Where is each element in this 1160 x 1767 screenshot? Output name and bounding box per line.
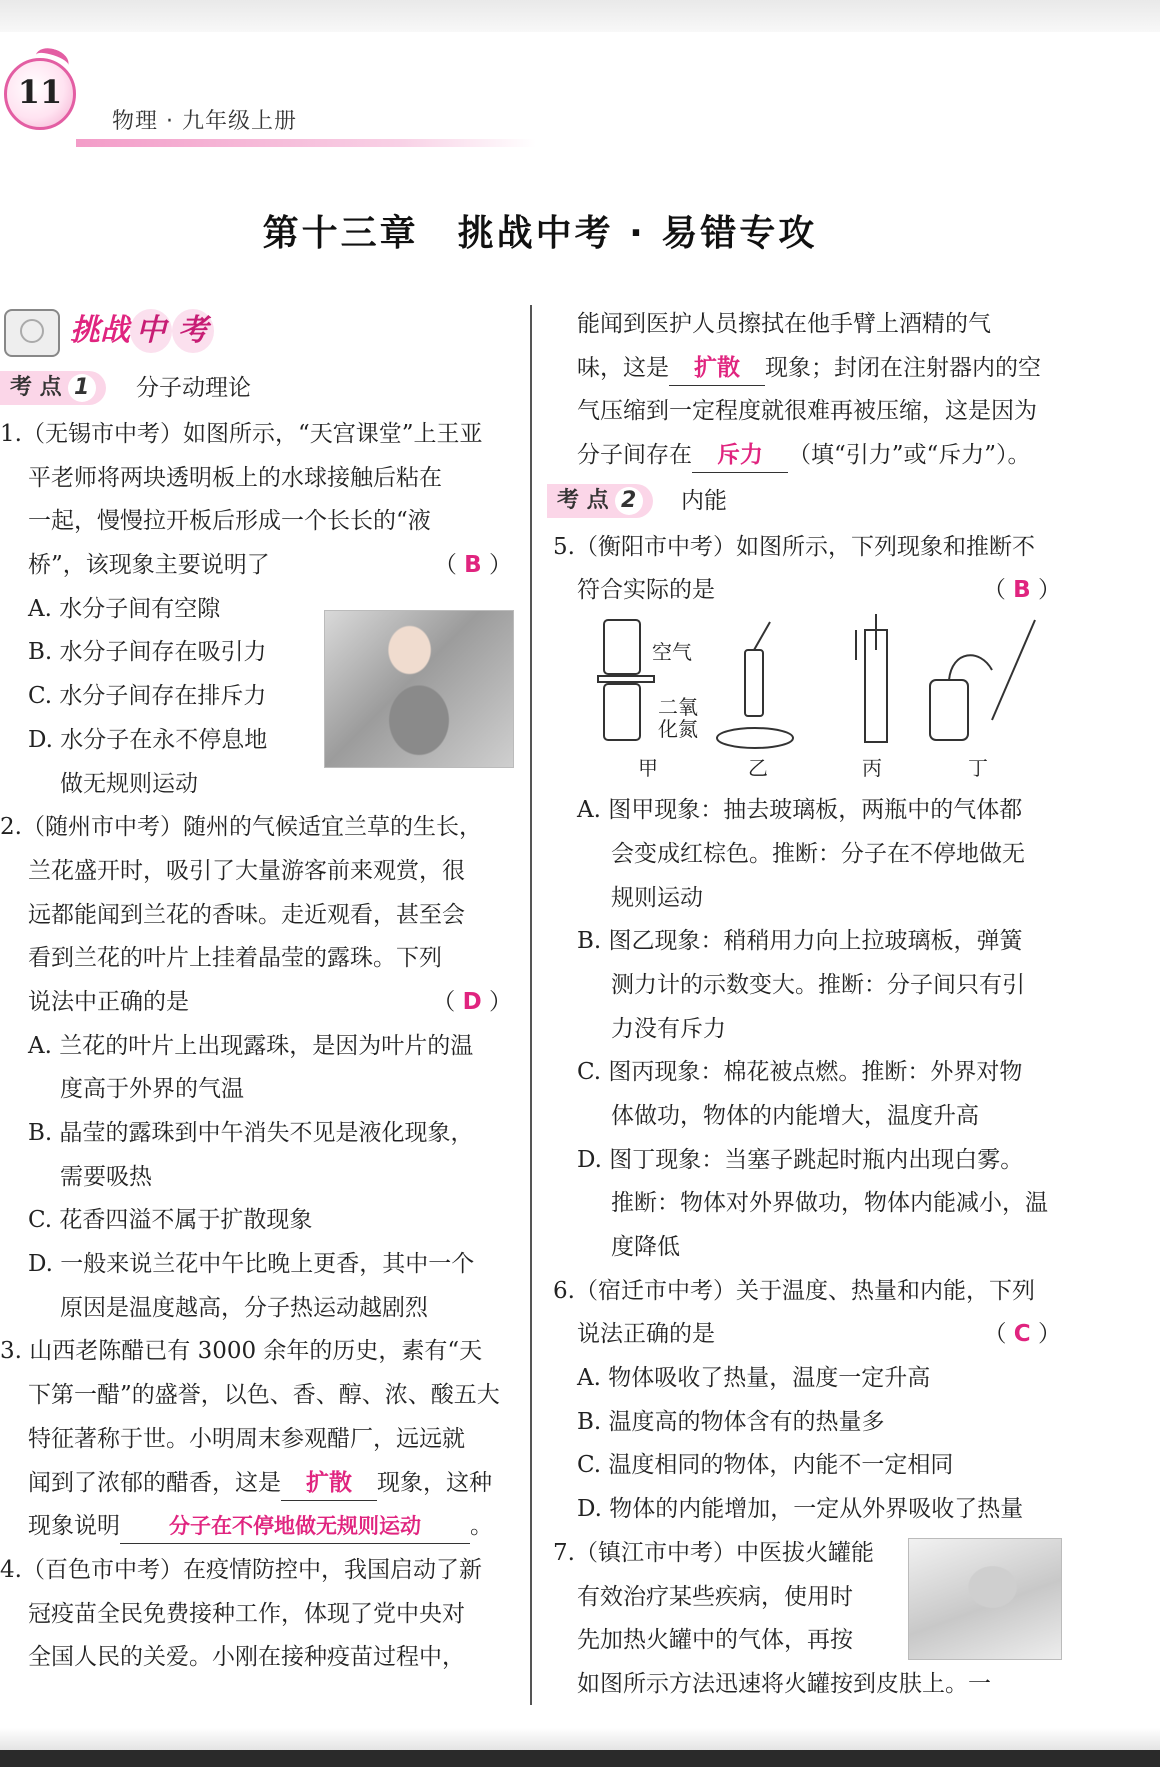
fig-label-air: 空气 [652, 640, 692, 664]
fig-label-yi: 乙 [748, 756, 768, 780]
section-label: 考 点 [557, 487, 609, 513]
section-badge-2 [547, 484, 653, 518]
q3-blank-1: 扩散 [281, 1466, 377, 1501]
q7-line: 有效治疗某些疾病，使用时 [577, 1583, 853, 1610]
cupping-photo [908, 1538, 1062, 1660]
q1-option-a: A. 水分子间有空隙 [28, 595, 221, 622]
q6-option-a: A. 物体吸收了热量，温度一定升高 [577, 1365, 931, 1392]
q5-answer-paren: （ B ） [982, 577, 1061, 604]
q3-line [0, 1462, 516, 1506]
q6-line: 6.（宿迁市中考）关于温度、热量和内能，下列 [553, 1277, 1035, 1304]
banner-word-2: 中 [130, 309, 172, 353]
question-4-cont [553, 303, 1065, 478]
section-heading-2 [547, 478, 1065, 526]
q2-option-d: D. 一般来说兰花中午比晚上更香，其中一个 [28, 1251, 475, 1278]
q1-line [0, 544, 516, 588]
q4-line: 冠疫苗全民免费接种工作，体现了党中央对 [28, 1600, 465, 1627]
right-column [553, 303, 1065, 1707]
q5-option-a: A. 图甲现象：抽去玻璃板，两瓶中的气体都 [577, 797, 1023, 824]
fig-label-no2 [658, 696, 698, 740]
question-2 [0, 806, 516, 1330]
q4-blank-2: 斥力 [692, 438, 788, 473]
q7-line: 7.（镇江市中考）中医拔火罐能 [553, 1539, 874, 1566]
upper-jar [604, 620, 640, 674]
q5-option-d-cont: 推断：物体对外界做功，物体内能减小，温 [611, 1190, 1048, 1217]
q5-line [553, 569, 1065, 613]
question-3 [0, 1330, 516, 1548]
q6-line [553, 1313, 1065, 1357]
top-page-edge [0, 0, 1160, 32]
ding-bottle-pump [930, 620, 1035, 740]
q4-text: 现象；封闭在注射器内的空 [765, 354, 1041, 381]
q4-line [553, 434, 1065, 478]
q1-option-c: C. 水分子间存在排斥力 [28, 683, 267, 710]
section-label: 考 点 [10, 375, 62, 400]
q1-option-b: B. 水分子间存在吸引力 [28, 639, 267, 666]
header-underline [76, 139, 536, 147]
yi-spring-scale [717, 622, 793, 748]
q2-option-a: A. 兰花的叶片上出现露珠，是因为叶片的温 [28, 1032, 474, 1059]
section-number: 1 [68, 374, 96, 402]
water-dish [717, 728, 793, 748]
q3-line: 下第一醋”的盛誉，以色、香、醇、浓、酸五大 [28, 1382, 500, 1409]
section-badge-1 [0, 371, 106, 405]
q6-stem-end: 说法正确的是 [577, 1321, 715, 1348]
q6-option-c: C. 温度相同的物体，内能不一定相同 [577, 1452, 954, 1479]
q1-answer-paren: （ B ） [433, 552, 512, 579]
q1-option-d: D. 水分子在永不停息地 [28, 726, 268, 753]
tube [949, 655, 992, 680]
q4-line: 能闻到医护人员擦拭在他手臂上酒精的气 [577, 311, 991, 337]
q6-option-b: B. 温度高的物体含有的热量多 [577, 1408, 885, 1435]
spring-scale [745, 650, 763, 716]
badge-flourish-icon [32, 44, 71, 75]
q6-option-d: D. 物体的内能增加，一定从外界吸收了热量 [577, 1496, 1024, 1523]
banner-word-1: 挑战 [70, 313, 130, 348]
fig-label-no2-a: 二氧 [658, 695, 698, 719]
book-title: 物理 · 九年级上册 [112, 109, 297, 134]
tv-icon [4, 309, 60, 357]
q3-blank-2: 分子在不停地做无规则运动 [120, 1509, 470, 1544]
fig-label-bing: 丙 [862, 756, 882, 780]
fig-label-jia: 甲 [638, 756, 658, 780]
q3-line: 3. 山西老陈醋已有 3000 余年的历史，素有“天 [0, 1338, 483, 1365]
q3-text: 现象说明 [28, 1513, 120, 1540]
q3-text: 现象，这种 [377, 1469, 492, 1496]
q4-line: 4.（百色市中考）在疫情防控中，我国启动了新 [0, 1556, 482, 1583]
q6-answer: C [1013, 1321, 1031, 1348]
q2-option-d-cont: 原因是温度越高，分子热运动越剧烈 [60, 1294, 428, 1321]
q5-stem-end: 符合实际的是 [577, 577, 715, 604]
q2-line [0, 981, 516, 1025]
page-number: 11 [17, 73, 63, 111]
lower-jar [604, 684, 640, 740]
q5-option-c: C. 图丙现象：棉花被点燃。推断：外界对物 [577, 1059, 1023, 1086]
q4-blank-1: 扩散 [669, 351, 765, 386]
glass-plate [598, 676, 654, 682]
q5-answer: B [1013, 577, 1031, 604]
left-column [0, 303, 516, 1680]
q4-text: 分子间存在 [577, 442, 692, 469]
q2-line: 兰花盛开时，吸引了大量游客前来观赏，很 [28, 857, 465, 884]
q3-text: 。 [470, 1513, 493, 1540]
q1-option-d-cont: 做无规则运动 [60, 770, 198, 797]
q1-line: 平老师将两块透明板上的水球接触后粘在 [28, 464, 442, 491]
section-title-1: 分子动理论 [136, 375, 251, 401]
q3-line [0, 1505, 516, 1549]
q3-text: 闻到了浓郁的醋香，这是 [28, 1469, 281, 1496]
q2-option-b: B. 晶莹的露珠到中午消失不见是液化现象， [28, 1120, 474, 1146]
q1-stem-end: 桥”，该现象主要说明了 [28, 552, 270, 579]
challenge-banner [0, 303, 516, 365]
q4-line: 气压缩到一定程度就很难再被压缩，这是因为 [577, 398, 1037, 425]
section-number: 2 [615, 487, 643, 515]
q5-option-b-cont: 力没有斥力 [611, 1015, 726, 1042]
q2-line: 看到兰花的叶片上挂着晶莹的露珠。下列 [28, 945, 442, 972]
q4-line: 全国人民的关爱。小刚在接种疫苗过程中， [28, 1644, 465, 1671]
question-4-start [0, 1549, 516, 1680]
bottom-dark-bar [0, 1750, 1160, 1767]
jia-gas-jars [598, 620, 654, 740]
bottom-page-edge [0, 1728, 1160, 1750]
q2-option-b-cont: 需要吸热 [60, 1163, 152, 1190]
banner-word-3: 考 [172, 309, 214, 353]
q7-line: 如图所示方法迅速将火罐按到皮肤上。一 [577, 1670, 991, 1697]
q5-option-a-cont: 规则运动 [611, 884, 703, 911]
q1-line: 1.（无锡市中考）如图所示，“天宫课堂”上王亚 [0, 421, 483, 447]
q2-stem-end: 说法中正确的是 [28, 988, 189, 1015]
fig-label-ding: 丁 [968, 756, 988, 780]
q2-answer-paren: （ D ） [432, 988, 512, 1015]
question-6 [553, 1270, 1065, 1532]
section-heading-1 [0, 365, 516, 413]
q4-text: （填“引力”或“斥力”）。 [788, 442, 1031, 469]
q2-option-a-cont: 度高于外界的气温 [60, 1076, 244, 1103]
chapter-title: 第十三章 挑战中考 · 易错专攻 [262, 213, 818, 254]
q3-line: 特征著称于世。小明周末参观醋厂，远远就 [28, 1425, 465, 1452]
bottle [930, 680, 968, 740]
challenge-banner-text [70, 309, 214, 353]
q5-line: 5.（衡阳市中考）如图所示，下列现象和推断不 [553, 533, 1035, 560]
q5-option-d: D. 图丁现象：当塞子跳起时瓶内出现白雾。 [577, 1146, 1024, 1173]
q2-line: 2.（随州市中考）随州的气候适宜兰草的生长， [0, 814, 482, 841]
column-divider [530, 305, 532, 1705]
space-lecture-photo [324, 610, 514, 768]
q1-answer: B [464, 552, 482, 579]
q2-answer: D [462, 988, 482, 1015]
q1-line: 一起，慢慢拉开板后形成一个长长的“液 [28, 508, 431, 535]
section-title-2: 内能 [681, 487, 727, 514]
q5-option-b-cont: 测力计的示数变大。推断：分子间只有引 [611, 971, 1025, 998]
q5-option-d-cont: 度降低 [611, 1234, 680, 1260]
bing-air-piston [856, 614, 887, 742]
fig-label-no2-b: 化氮 [658, 717, 698, 741]
page-number-badge [4, 58, 76, 130]
q7-line: 先加热火罐中的气体，再按 [577, 1627, 853, 1654]
q5-option-a-cont: 会变成红棕色。推断：分子在不停地做无 [611, 840, 1025, 867]
q5-option-b: B. 图乙现象：稍稍用力向上拉玻璃板，弹簧 [577, 928, 1023, 955]
q2-line: 远都能闻到兰花的香味。走近观看，甚至会 [28, 901, 465, 928]
q5-figure [580, 610, 1060, 780]
q4-line [553, 347, 1065, 391]
q4-text: 味，这是 [577, 354, 669, 381]
pump [992, 620, 1035, 720]
q6-answer-paren: （ C ） [983, 1321, 1061, 1348]
q5-option-c-cont: 体做功，物体的内能增大，温度升高 [611, 1102, 979, 1129]
q2-option-c: C. 花香四溢不属于扩散现象 [28, 1207, 313, 1234]
pull-line [754, 622, 770, 650]
